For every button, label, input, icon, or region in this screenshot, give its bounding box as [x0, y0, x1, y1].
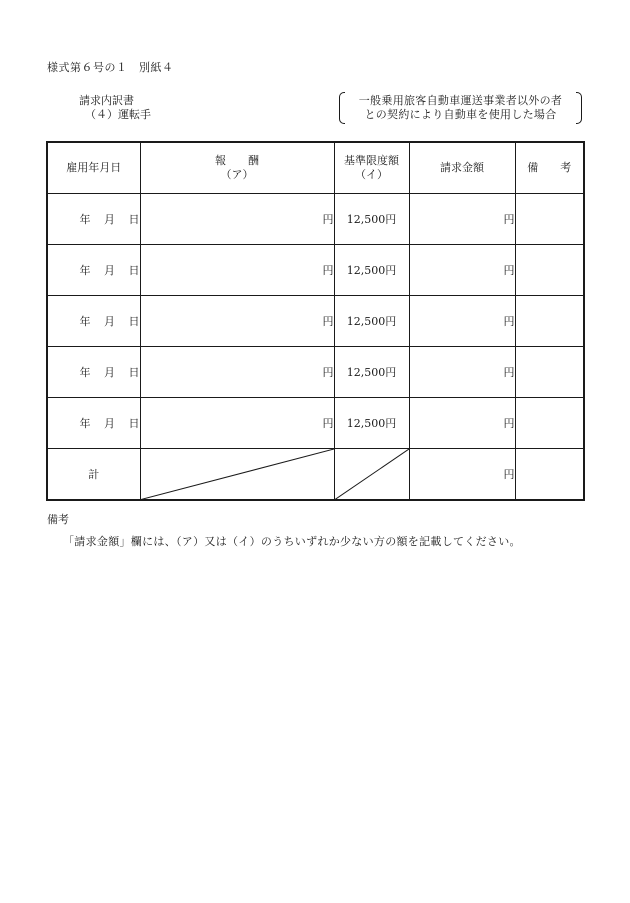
date-cell[interactable]: 年 月 日	[47, 244, 140, 295]
header-limit	[334, 142, 409, 193]
remarks-text: 「請求金額」欄には、（ア）又は（イ）のうちいずれか少ない方の額を記載してください。	[63, 535, 521, 548]
date-cell[interactable]: 年 月 日	[47, 295, 140, 346]
remarks-cell[interactable]	[515, 244, 584, 295]
condition-note-line2: との契約により自動車を使用した場合	[364, 108, 557, 121]
limit-total-crossed	[334, 448, 409, 500]
claim-total-cell[interactable]: 円	[409, 448, 515, 500]
claim-cell[interactable]: 円	[409, 346, 515, 397]
claim-cell[interactable]: 円	[409, 397, 515, 448]
reward-cell[interactable]: 円	[140, 295, 334, 346]
total-row	[47, 448, 584, 500]
header-reward	[140, 142, 334, 193]
reward-cell[interactable]: 円	[140, 244, 334, 295]
header-limit-sub: （イ）	[355, 167, 388, 181]
diagonal-strike	[335, 449, 409, 500]
reward-total-crossed	[140, 448, 334, 500]
table-row	[47, 295, 584, 346]
left-bracket	[339, 92, 345, 124]
header-reward-sub: （ア）	[220, 167, 254, 181]
header-date: 雇用年月日	[47, 142, 140, 193]
table-row	[47, 244, 584, 295]
remarks-cell[interactable]	[515, 346, 584, 397]
limit-cell: 12,500円	[334, 397, 409, 448]
claim-breakdown-table	[46, 141, 585, 501]
header-reward-label: 報 酬	[215, 153, 259, 167]
table-row	[47, 346, 584, 397]
table-row	[47, 397, 584, 448]
remarks-cell[interactable]	[515, 397, 584, 448]
table-row	[47, 193, 584, 244]
remarks-title: 備考	[47, 513, 69, 526]
table-header-row	[47, 142, 584, 193]
condition-note-line1: 一般乗用旅客自動車運送事業者以外の者	[358, 94, 563, 107]
limit-cell: 12,500円	[334, 244, 409, 295]
date-cell[interactable]: 年 月 日	[47, 346, 140, 397]
header-claim: 請求金額	[409, 142, 515, 193]
condition-note	[339, 91, 582, 124]
document-heading	[79, 94, 151, 122]
form-number: 様式第６号の１ 別紙４	[47, 61, 174, 74]
reward-cell[interactable]: 円	[140, 193, 334, 244]
reward-cell[interactable]: 円	[140, 346, 334, 397]
claim-cell[interactable]: 円	[409, 295, 515, 346]
total-label: 計	[47, 448, 140, 500]
diagonal-strike	[141, 449, 334, 500]
date-cell[interactable]: 年 月 日	[47, 193, 140, 244]
reward-cell[interactable]: 円	[140, 397, 334, 448]
claim-cell[interactable]: 円	[409, 193, 515, 244]
date-cell[interactable]: 年 月 日	[47, 397, 140, 448]
header-remarks: 備 考	[515, 142, 584, 193]
limit-cell: 12,500円	[334, 346, 409, 397]
document-title: 請求内訳書	[79, 94, 134, 107]
remarks-cell[interactable]	[515, 193, 584, 244]
remarks-cell[interactable]	[515, 295, 584, 346]
category-label: （４）運転手	[85, 108, 151, 121]
limit-cell: 12,500円	[334, 193, 409, 244]
header-limit-label: 基準限度額	[344, 153, 399, 167]
limit-cell: 12,500円	[334, 295, 409, 346]
right-bracket	[576, 92, 582, 124]
claim-cell[interactable]: 円	[409, 244, 515, 295]
remarks-total-cell[interactable]	[515, 448, 584, 500]
